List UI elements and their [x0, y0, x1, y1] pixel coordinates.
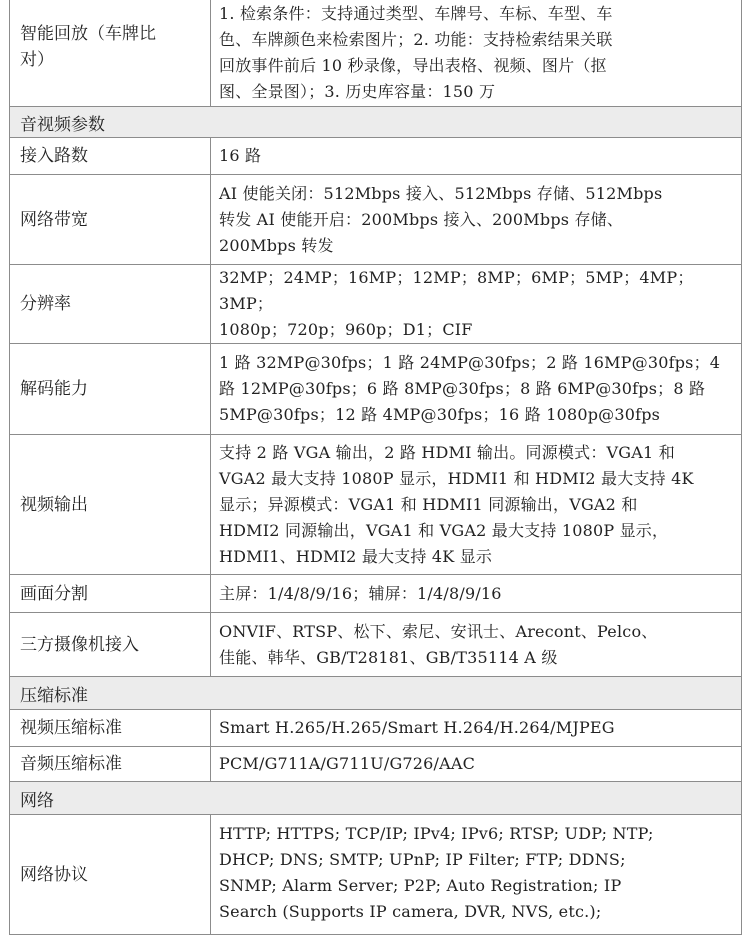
spec-label: 接入路数 — [10, 138, 211, 175]
spec-row — [10, 344, 742, 435]
spec-label: 画面分割 — [10, 575, 211, 613]
spec-label: 网络协议 — [10, 815, 211, 935]
spec-row — [10, 815, 742, 935]
spec-value: 主屏：1/4/8/9/16；辅屏：1/4/8/9/16 — [211, 575, 742, 613]
section-header — [10, 107, 742, 138]
spec-label: 视频压缩标准 — [10, 710, 211, 747]
spec-value: AI 使能关闭：512Mbps 接入、512Mbps 存储、512Mbps 转发 AI 使能开启：200Mbps 接入、200Mbps 存储、 200Mbps 转发 — [211, 175, 742, 265]
spec-label: 解码能力 — [10, 344, 211, 435]
spec-value: PCM/G711A/G711U/G726/AAC — [211, 747, 742, 782]
spec-value: 1 路 32MP@30fps；1 路 24MP@30fps；2 路 16MP@30fps；4 路 12MP@30fps；6 路 8MP@30fps；8 路 6MP@30fps；8 路 5MP@30fps；12 路 4MP@30fps；16 路 1080p@30fps — [211, 344, 742, 435]
spec-value: 1. 检索条件：支持通过类型、车牌号、车标、车型、车 色、车牌颜色来检索图片；2. 功能：支持检索结果关联 回放事件前后 10 秒录像，导出表格、视频、图片（抠 图、全景图）；3. 历史库容量：150 万 — [211, 0, 742, 107]
spec-label: 三方摄像机接入 — [10, 613, 211, 677]
section-title: 压缩标准 — [10, 677, 742, 710]
spec-label: 视频输出 — [10, 435, 211, 575]
spec-row — [10, 747, 742, 782]
spec-row — [10, 0, 742, 107]
spec-label: 音频压缩标准 — [10, 747, 211, 782]
spec-row — [10, 175, 742, 265]
spec-row — [10, 138, 742, 175]
spec-table-body — [10, 0, 742, 935]
spec-value: 16 路 — [211, 138, 742, 175]
spec-value: 支持 2 路 VGA 输出，2 路 HDMI 输出。同源模式：VGA1 和 VGA2 最大支持 1080P 显示，HDMI1 和 HDMI2 最大支持 4K 显示；异源模式：VGA1 和 HDMI1 同源输出，VGA2 和 HDMI2 同源输出，VGA1 和 VGA2 最大支持 1080P 显示， HDMI1、HDMI2 最大支持 4K 显示 — [211, 435, 742, 575]
spec-value: 32MP；24MP；16MP；12MP；8MP；6MP；5MP；4MP；3MP； 1080p；720p；960p；D1；CIF — [211, 265, 742, 344]
section-header — [10, 677, 742, 710]
spec-label: 分辨率 — [10, 265, 211, 344]
spec-label: 网络带宽 — [10, 175, 211, 265]
spec-value: ONVIF、RTSP、松下、索尼、安讯士、Arecont、Pelco、 佳能、韩华、GB/T28181、GB/T35114 A 级 — [211, 613, 742, 677]
spec-value: HTTP; HTTPS; TCP/IP; IPv4; IPv6; RTSP; UDP; NTP; DHCP; DNS; SMTP; UPnP; IP Filter; FTP; DDNS; SNMP; Alarm Server; P2P; Auto Registration; IP Search (Supports IP camera, DVR, NVS, etc.); — [211, 815, 742, 935]
spec-row — [10, 265, 742, 344]
section-title: 音视频参数 — [10, 107, 742, 138]
section-header — [10, 782, 742, 815]
section-title: 网络 — [10, 782, 742, 815]
spec-table — [9, 0, 742, 935]
spec-value: Smart H.265/H.265/Smart H.264/H.264/MJPEG — [211, 710, 742, 747]
spec-row — [10, 613, 742, 677]
spec-label: 智能回放（车牌比 对） — [10, 0, 211, 107]
spec-row — [10, 435, 742, 575]
spec-row — [10, 710, 742, 747]
spec-row — [10, 575, 742, 613]
